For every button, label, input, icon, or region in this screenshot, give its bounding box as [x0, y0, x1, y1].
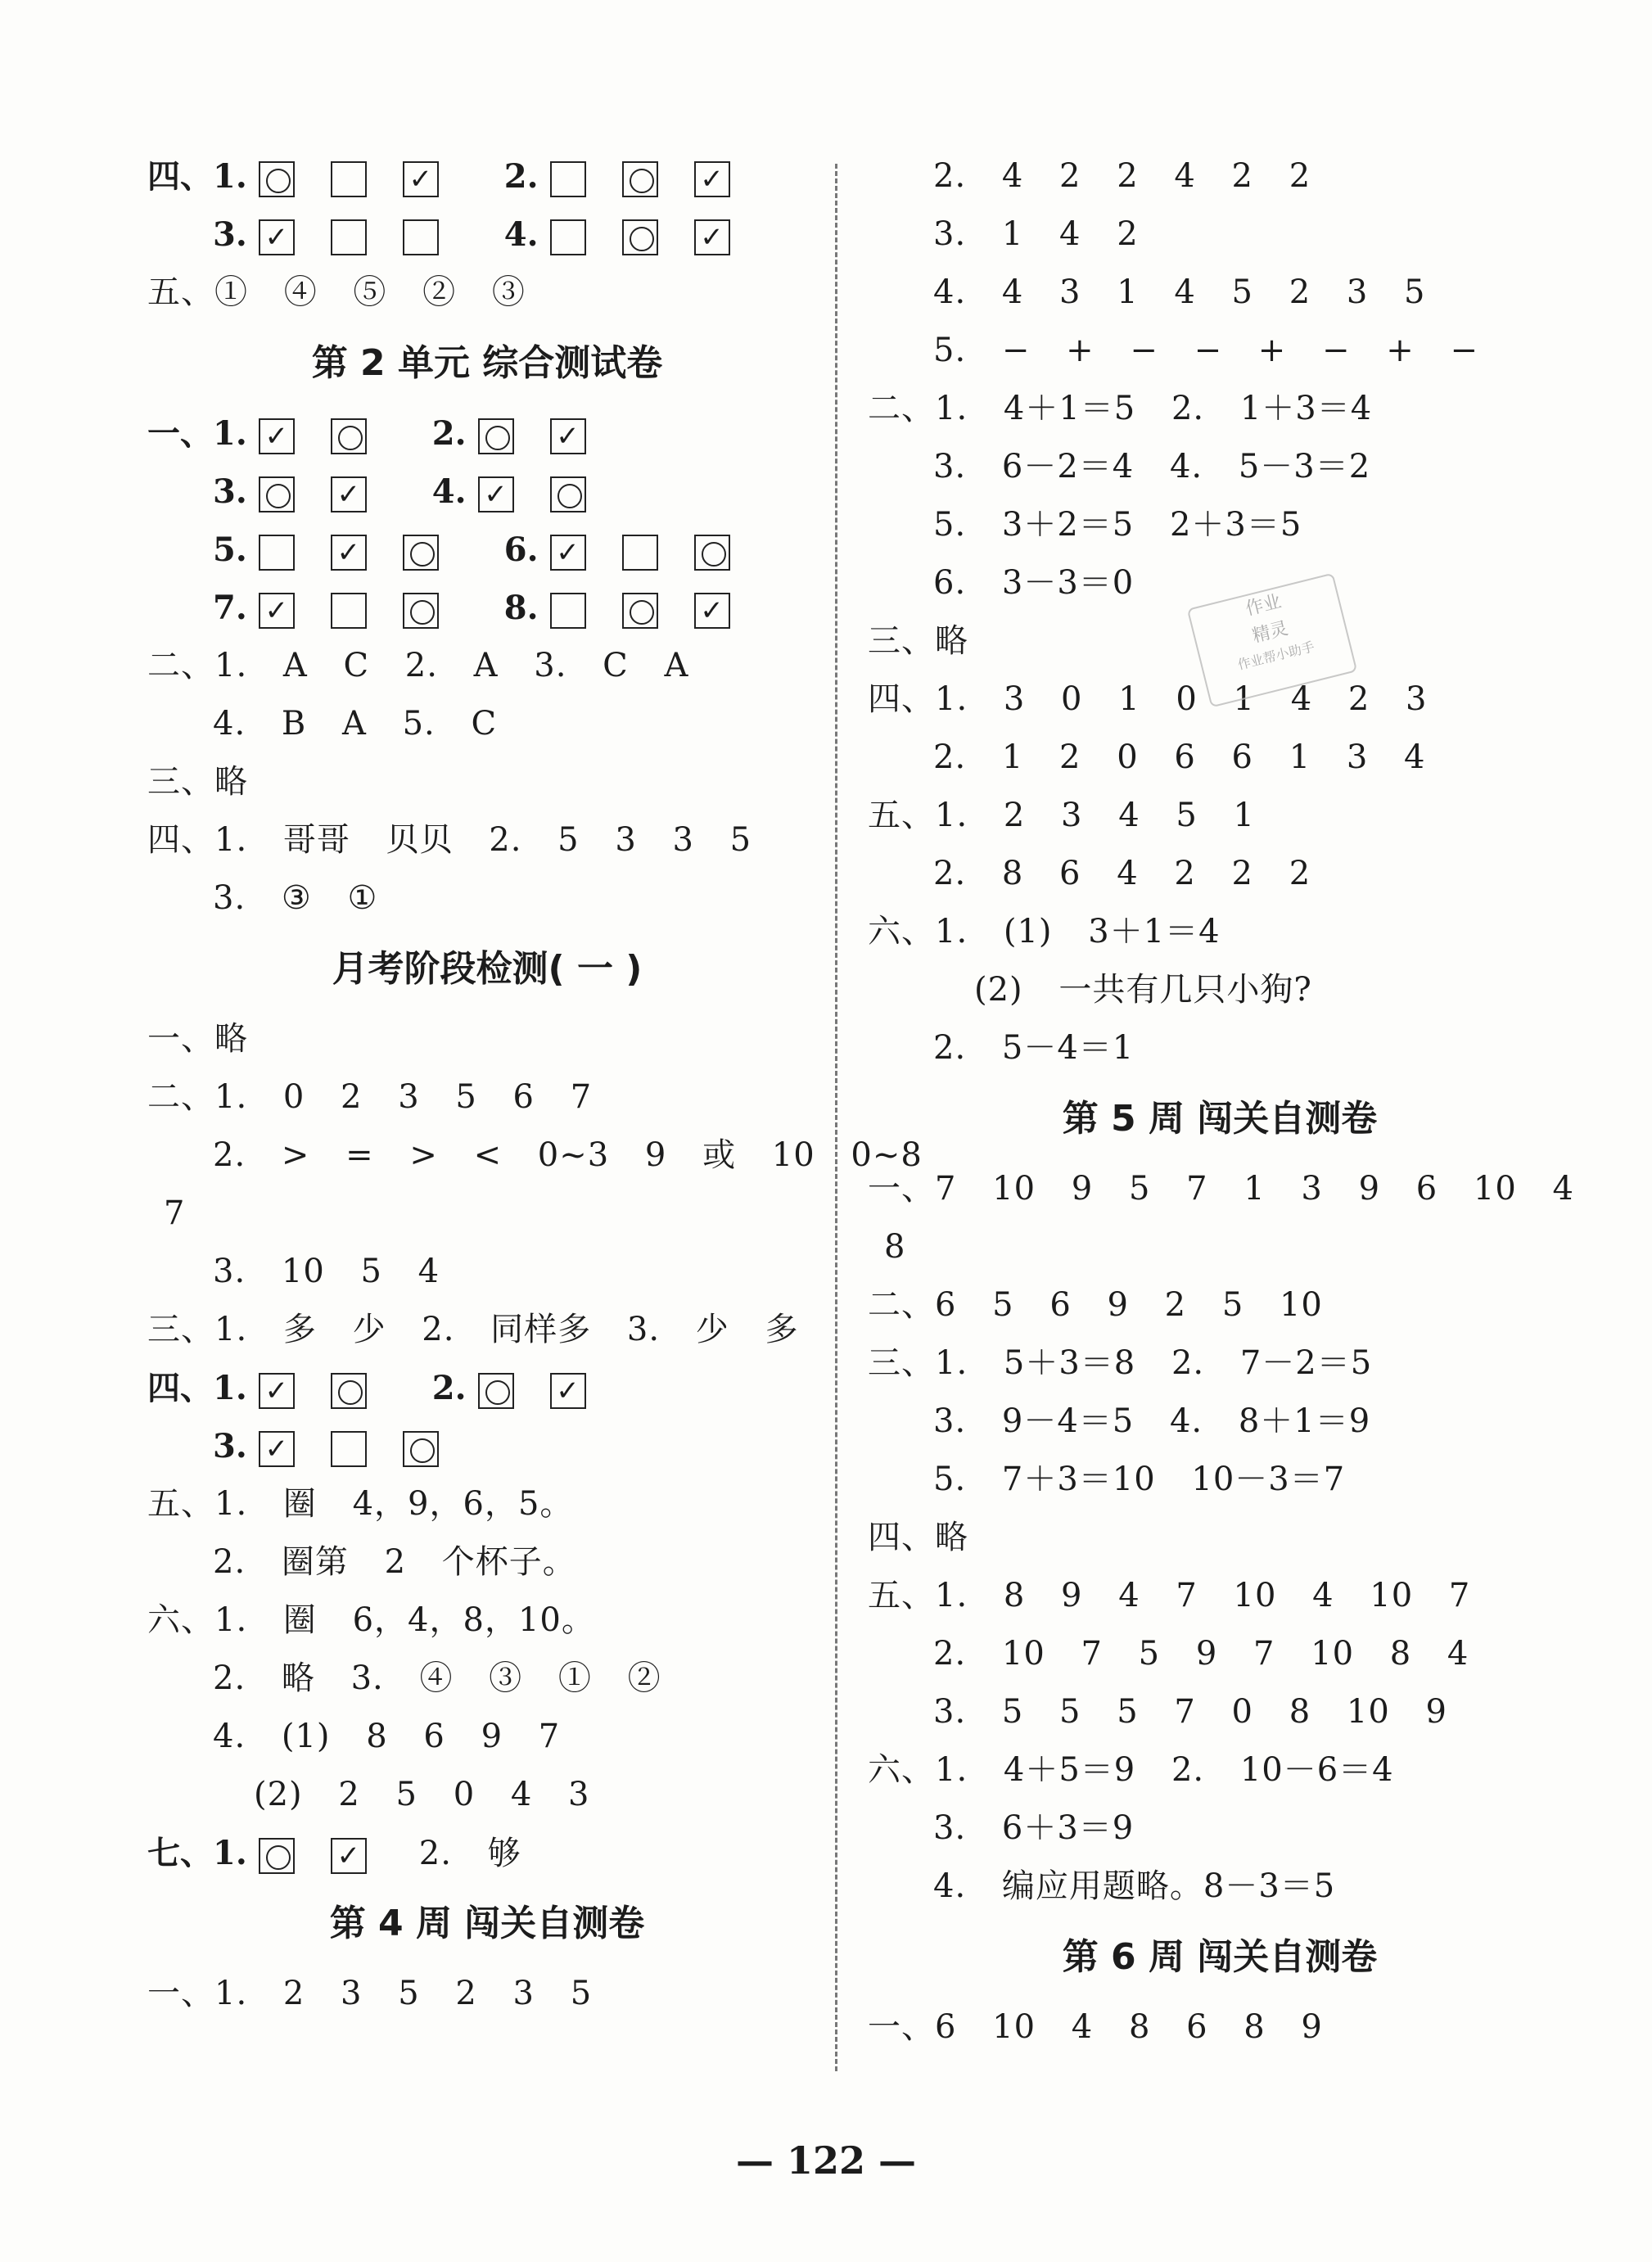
- circle-mark-icon: [259, 1838, 295, 1874]
- section-heading: 第 6 周 闯关自测卷: [1062, 1936, 1378, 1978]
- answer-line: [868, 264, 1572, 322]
- question-label: 2.: [431, 1369, 467, 1407]
- circle-mark-icon: [694, 535, 730, 571]
- section-heading: 月考阶段检测( 一 ): [332, 948, 643, 990]
- answer-line: [147, 753, 827, 811]
- answer-line: [868, 1799, 1572, 1858]
- answer-line: [868, 147, 1572, 205]
- answer-text: 6. 3－3＝0: [933, 564, 1135, 602]
- check-mark-icon: ✓: [478, 476, 514, 512]
- circle-mark-icon: [403, 593, 439, 629]
- answer-line: [147, 463, 827, 521]
- answer-text: 4. (1) 8 6 9 7: [213, 1718, 561, 1755]
- empty-box: [550, 161, 586, 197]
- check-mark-icon: ✓: [259, 219, 295, 255]
- answer-text: 一、6 10 4 8 6 8 9: [868, 2008, 1323, 2046]
- answer-line: [147, 1010, 827, 1068]
- circle-mark-icon: [478, 1373, 514, 1409]
- empty-box: [331, 219, 367, 255]
- circle-mark-icon: [331, 1373, 367, 1409]
- answer-line: [868, 1567, 1572, 1625]
- answer-line: [147, 811, 827, 869]
- answer-text: 5. 3＋2＝5 2＋3＝5: [933, 506, 1302, 544]
- answer-text: 4. 编应用题略。8－3＝5: [933, 1867, 1336, 1905]
- column-divider: [835, 164, 837, 2071]
- answer-line: [868, 496, 1572, 554]
- empty-box: [331, 593, 367, 629]
- check-mark-icon: ✓: [550, 418, 586, 454]
- circle-mark-icon: [403, 1431, 439, 1467]
- check-mark-icon: ✓: [259, 1373, 295, 1409]
- answer-text: 五、① ④ ⑤ ② ③: [147, 273, 526, 311]
- answer-line: [868, 205, 1572, 264]
- check-mark-icon: ✓: [331, 476, 367, 512]
- answer-text: (2) 一共有几只小狗?: [974, 971, 1312, 1009]
- page-number: — 122 —: [735, 2138, 917, 2183]
- answer-line: [147, 1708, 827, 1766]
- answer-text: 5. − + − − + − + −: [933, 332, 1479, 369]
- empty-box: [259, 535, 295, 571]
- question-label: 2.: [503, 157, 539, 196]
- answer-text: 三、1. 多 少 2. 同样多 3. 少 多: [147, 1311, 799, 1348]
- answer-line: [868, 1451, 1572, 1509]
- question-label: 7.: [213, 589, 247, 627]
- answer-line: [147, 1592, 827, 1650]
- circle-mark-icon: [259, 476, 295, 512]
- answer-text: 2. 略 3. ④ ③ ① ②: [213, 1659, 661, 1697]
- answer-line: [147, 264, 827, 322]
- answer-line: [868, 903, 1572, 961]
- check-mark-icon: ✓: [259, 1431, 295, 1467]
- answer-line: [147, 404, 827, 463]
- answer-text: 六、1. 4＋5＝9 2. 10－6＝4: [868, 1751, 1394, 1789]
- circle-mark-icon: [259, 161, 295, 197]
- answer-line: [147, 1475, 827, 1533]
- answer-line: [147, 1766, 827, 1824]
- check-mark-icon: ✓: [259, 593, 295, 629]
- answer-line: [868, 1160, 1572, 1218]
- question-label: 四、1.: [147, 1369, 247, 1407]
- check-mark-icon: ✓: [331, 535, 367, 571]
- answer-text: 3. 9－4＝5 4. 8＋1＝9: [933, 1402, 1371, 1440]
- answer-line: [868, 1998, 1572, 2057]
- answer-text: 3. ③ ①: [213, 879, 378, 917]
- answer-line: [868, 1218, 1572, 1276]
- answer-line: [147, 1126, 923, 1185]
- answer-line: [868, 845, 1572, 903]
- answer-line: [147, 869, 827, 928]
- answer-text: 2. 够: [418, 1835, 521, 1872]
- answer-line: [868, 1019, 1572, 1077]
- answer-text: 三、1. 5＋3＝8 2. 7－2＝5: [868, 1344, 1373, 1382]
- check-mark-icon: ✓: [259, 418, 295, 454]
- question-label: 3.: [213, 472, 247, 511]
- check-mark-icon: ✓: [331, 1838, 367, 1874]
- empty-box: [331, 1431, 367, 1467]
- check-mark-icon: ✓: [403, 161, 439, 197]
- answer-text: 二、1. A C 2. A 3. C A: [147, 647, 689, 684]
- answer-text: 二、6 5 6 9 2 5 10: [868, 1286, 1323, 1324]
- answer-line: [147, 637, 827, 695]
- circle-mark-icon: [478, 418, 514, 454]
- answer-line: [147, 1533, 827, 1592]
- section-heading: 第 2 单元 综合测试卷: [311, 342, 663, 384]
- answer-text: 4. B A 5. C: [213, 705, 498, 743]
- check-mark-icon: ✓: [694, 219, 730, 255]
- answer-line: [147, 521, 827, 579]
- answer-text: 五、1. 圈 4，9，6，5。: [147, 1485, 574, 1523]
- answer-text: 2. > = > < 0~3 9 或 10 0~8: [213, 1136, 923, 1174]
- stamp-line: 作业帮小助手: [1235, 639, 1316, 673]
- answer-line: [868, 787, 1572, 845]
- answer-text: 一、1. 2 3 5 2 3 5: [147, 1975, 593, 2012]
- answer-line: [868, 1509, 1572, 1567]
- answer-line: [147, 205, 827, 264]
- answer-line: [147, 1417, 827, 1475]
- answer-text: 5. 7＋3＝10 10－3＝7: [933, 1461, 1346, 1498]
- circle-mark-icon: [403, 535, 439, 571]
- answer-text: 六、1. 圈 6，4，8，10。: [147, 1601, 595, 1639]
- question-label: 6.: [503, 531, 539, 569]
- answer-line: [868, 380, 1572, 438]
- answer-text: 3. 6＋3＝9: [933, 1809, 1135, 1847]
- answer-text: 一、略: [147, 1020, 248, 1058]
- circle-mark-icon: [622, 219, 658, 255]
- empty-box: [550, 219, 586, 255]
- question-label: 一、1.: [147, 414, 247, 453]
- answer-line: [147, 147, 827, 205]
- answer-text: 4. 4 3 1 4 5 2 3 5: [933, 273, 1426, 311]
- answer-line: [868, 1683, 1572, 1741]
- answer-line: [147, 1650, 827, 1708]
- answer-line: [868, 322, 1572, 380]
- answer-line: [147, 1068, 827, 1126]
- answer-text: 三、略: [868, 622, 968, 660]
- circle-mark-icon: [622, 593, 658, 629]
- answer-text: 8: [884, 1228, 906, 1266]
- question-label: 2.: [431, 414, 467, 453]
- answer-text: 六、1. (1) 3＋1＝4: [868, 913, 1221, 950]
- answer-line: [147, 1301, 827, 1359]
- answer-line: [868, 1393, 1572, 1451]
- answer-line: [868, 1276, 1572, 1334]
- answer-text: 二、1. 0 2 3 5 6 7: [147, 1078, 593, 1116]
- answer-text: 3. 6－2＝4 4. 5－3＝2: [933, 448, 1371, 485]
- right-column: [868, 147, 1572, 2057]
- question-label: 3.: [213, 1427, 247, 1465]
- answer-text: 3. 10 5 4: [213, 1253, 440, 1290]
- answer-text: 3. 1 4 2: [933, 215, 1139, 253]
- circle-mark-icon: [331, 418, 367, 454]
- check-mark-icon: ✓: [550, 535, 586, 571]
- answer-line: [868, 1625, 1572, 1683]
- empty-box: [550, 593, 586, 629]
- answer-text: 三、略: [147, 763, 248, 801]
- answer-line: [147, 579, 827, 637]
- answer-text: 2. 圈第 2 个杯子。: [213, 1543, 576, 1581]
- answer-text: 五、1. 8 9 4 7 10 4 10 7: [868, 1577, 1471, 1614]
- stamp-line: 作业: [1244, 591, 1284, 621]
- answer-text: 2. 5－4＝1: [933, 1029, 1135, 1067]
- answer-text: (2) 2 5 0 4 3: [254, 1776, 590, 1813]
- check-mark-icon: ✓: [550, 1373, 586, 1409]
- answer-text: 五、1. 2 3 4 5 1: [868, 797, 1255, 834]
- circle-mark-icon: [550, 476, 586, 512]
- answer-line: [147, 1824, 827, 1882]
- answer-text: 7: [164, 1194, 186, 1232]
- stamp-line: 精灵: [1250, 618, 1291, 648]
- question-label: 8.: [503, 589, 539, 627]
- answer-text: 四、1. 哥哥 贝贝 2. 5 3 3 5: [147, 821, 752, 859]
- answer-line: [147, 1359, 827, 1417]
- section-heading: 第 5 周 闯关自测卷: [1062, 1098, 1378, 1140]
- answer-line: [868, 438, 1572, 496]
- check-mark-icon: ✓: [694, 593, 730, 629]
- answer-line: [147, 695, 827, 753]
- answer-line: [147, 1243, 827, 1301]
- section-heading: 第 4 周 闯关自测卷: [329, 1903, 645, 1944]
- question-label: 3.: [213, 215, 247, 254]
- answer-text: 2. 10 7 5 9 7 10 8 4: [933, 1635, 1469, 1673]
- answer-text: 2. 1 2 0 6 6 1 3 4: [933, 738, 1426, 776]
- empty-box: [622, 535, 658, 571]
- question-label: 七、1.: [147, 1834, 247, 1872]
- empty-box: [331, 161, 367, 197]
- answer-text: 2. 8 6 4 2 2 2: [933, 855, 1311, 892]
- question-label: 4.: [431, 472, 467, 511]
- answer-text: 一、7 10 9 5 7 1 3 9 6 10 4: [868, 1170, 1574, 1208]
- question-label: 5.: [213, 531, 247, 569]
- circle-mark-icon: [622, 161, 658, 197]
- answer-text: 3. 5 5 5 7 0 8 10 9: [933, 1693, 1447, 1731]
- answer-text: 四、1. 3 0 1 0 1 4 2 3: [868, 680, 1428, 718]
- answer-line: [147, 1965, 827, 2023]
- answer-text: 二、1. 4＋1＝5 2. 1＋3＝4: [868, 390, 1373, 427]
- answer-line: [868, 1741, 1572, 1799]
- check-mark-icon: ✓: [694, 161, 730, 197]
- answer-line: [868, 1858, 1572, 1916]
- answer-line: [868, 961, 1572, 1019]
- question-label: 四、1.: [147, 157, 247, 196]
- empty-box: [403, 219, 439, 255]
- answer-line: [868, 1334, 1572, 1393]
- question-label: 4.: [503, 215, 539, 254]
- answer-line: [868, 729, 1572, 787]
- answer-text: 2. 4 2 2 4 2 2: [933, 157, 1311, 195]
- answer-line: [147, 1185, 827, 1243]
- answer-text: 四、略: [868, 1519, 968, 1556]
